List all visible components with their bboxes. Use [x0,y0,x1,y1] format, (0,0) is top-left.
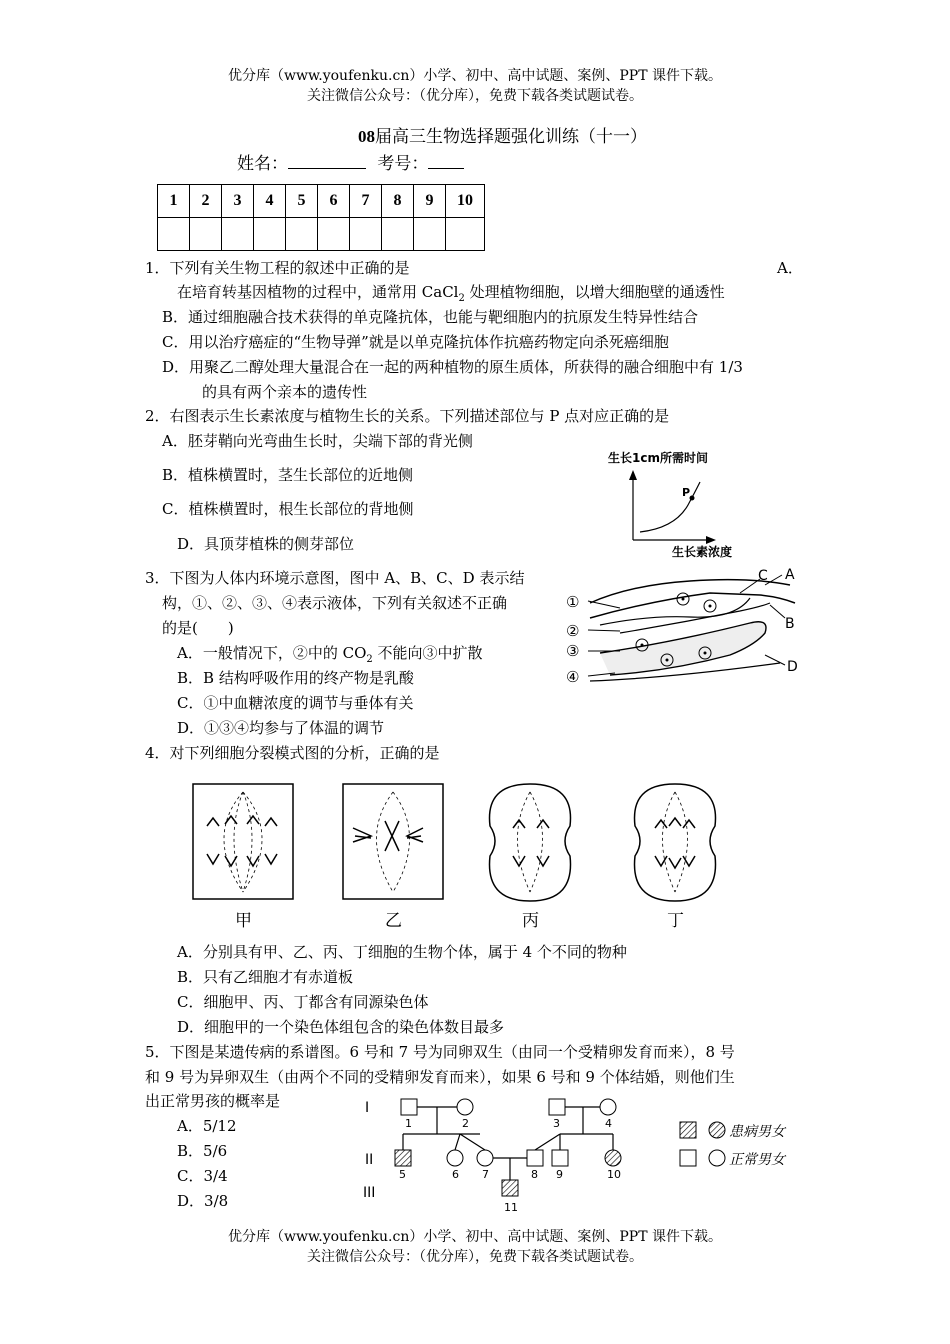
individual-1-male [401,1099,417,1115]
q4-stem: 4．对下列细胞分裂模式图的分析，正确的是 [145,744,440,762]
answer-num: 2 [190,185,222,218]
tissue-cell-nucleus [704,652,707,655]
id-5: 5 [399,1168,406,1181]
individual-4-female [600,1099,616,1115]
label-structure-a: A [785,567,795,583]
cell-jia-spindle [224,792,262,892]
legend-normal-label: 正常男女 [729,1152,785,1168]
id-blank[interactable] [428,152,464,169]
q2-option-a: A．胚芽鞘向光弯曲生长时，尖端下部的背光侧 [162,432,473,450]
answer-num: 8 [382,185,414,218]
q1-option-d-cont: 的具有两个亲本的遗传性 [202,383,368,401]
q3-a-pre: A．一般情况下，②中的 CO [177,644,367,662]
answer-table-header-row [158,185,485,218]
graph-point-p [690,496,695,501]
q3-option-b: B．B 结构呼吸作用的终产物是乳酸 [177,669,414,687]
answer-cell[interactable] [158,218,190,251]
answer-cell[interactable] [318,218,350,251]
pedigree-lines-right [535,1107,613,1150]
label-structure-c: C [758,568,768,584]
answer-num: 10 [446,185,485,218]
generation-3: III [363,1185,376,1201]
header-line-1: 优分库（www.youfenku.cn）小学、初中、高中试题、案例、PPT 课件下载。 [227,68,722,84]
generation-2: II [365,1152,374,1168]
title-year: 08 [358,127,375,146]
q4-option-d: D．细胞甲的一个染色体组包含的染色体数目最多 [177,1018,505,1036]
q5-pedigree [355,1092,815,1217]
cell-jia-chromosomes-bottom [207,854,277,866]
name-blank[interactable] [288,152,366,169]
q3-a-sub: 2 [366,654,373,665]
cell-yi-wall [343,784,443,899]
q1-a-sub: 2 [458,293,465,304]
answer-cell[interactable] [414,218,446,251]
student-info [237,152,464,175]
answer-cell[interactable] [254,218,286,251]
answer-table [157,184,485,251]
legend-affected-male-icon [680,1122,696,1138]
id-9: 9 [556,1168,563,1181]
id-1: 1 [405,1117,412,1130]
capillary-wall [600,598,750,625]
answer-cell[interactable] [350,218,382,251]
answer-num: 4 [254,185,286,218]
q4-option-c: C．细胞甲、丙、丁都含有同源染色体 [177,993,429,1011]
individual-8-male [527,1150,543,1166]
cell-bing-wall [490,784,571,901]
answer-cell[interactable] [286,218,318,251]
q4-option-a: A．分别具有甲、乙、丙、丁细胞的生物个体，属于 4 个不同的物种 [177,943,627,961]
tissue-cell-d [600,622,766,675]
answer-num: 9 [414,185,446,218]
graph-y-label: 生长1cm所需时间 [608,451,708,465]
cell-yi-chromosomes [353,821,423,851]
cell-ding-spindle [663,792,688,892]
q3-stem-3: 的是( ) [162,619,234,637]
individual-7-female [477,1150,493,1166]
q5-option-a: A．5/12 [177,1117,237,1135]
q3-a-post: 不能向③中扩散 [372,644,483,662]
q5-stem-3: 出正常男孩的概率是 [145,1092,281,1110]
cell-yi [343,784,443,899]
q3-tissue-diagram [560,563,810,693]
generation-1: I [365,1100,370,1116]
q1-a-post: 处理植物细胞，以增大细胞壁的通透性 [464,283,725,301]
label-line-1 [588,601,620,608]
answer-num: 1 [158,185,190,218]
id-3: 3 [553,1117,560,1130]
cell-bing-spindle [518,792,543,892]
answer-cell[interactable] [382,218,414,251]
q5-stem-1: 5．下图是某遗传病的系谱图。6 号和 7 号为同卵双生（由同一个受精卵发育而来），8 号 [145,1043,735,1061]
individual-9-male [552,1150,568,1166]
q5-option-c: C．3/4 [177,1167,228,1185]
q2-option-b: B．植株横置时，茎生长部位的近地侧 [162,466,414,484]
individual-6-female [447,1150,463,1166]
label-fluid-4: ④ [566,668,580,686]
cell-label-bing: 丙 [522,911,539,931]
label-structure-b: B [785,616,795,632]
answer-table-blank-row [158,218,485,251]
q5-stem-2: 和 9 号为异卵双生（由两个不同的受精卵发育而来），如果 6 号和 9 个体结婚，则他们生 [145,1068,735,1086]
q5-option-b: B．5/6 [177,1142,228,1160]
individual-11-affected-male [502,1180,518,1196]
page-title [358,126,647,148]
q1-a-pre: 在培育转基因植物的过程中，通常用 CaCl [177,283,459,301]
id-8: 8 [531,1168,538,1181]
cell-label-yi: 乙 [385,911,402,931]
graph-curve [640,482,700,532]
cell-jia-chromosomes-top [207,816,277,826]
id-label: 考号： [377,154,429,174]
individual-3-male [549,1099,565,1115]
footer-line-2: 关注微信公众号：（优分库），免费下载各类试题试卷。 [307,1249,643,1265]
graph-point-label: P [682,486,691,499]
label-structure-d: D [787,659,798,675]
label-fluid-2: ② [566,622,580,640]
q1-option-b: B．通过细胞融合技术获得的单克隆抗体，也能与靶细胞内的抗原发生特异性结合 [162,308,699,326]
q3-option-c: C．①中血糖浓度的调节与垂体有关 [177,694,414,712]
individual-2-female [457,1099,473,1115]
graph-y-arrow [629,470,637,480]
individual-10-affected-female [605,1150,621,1166]
q1-option-d: D．用聚乙二醇处理大量混合在一起的两种植物的原生质体，所获得的融合细胞中有 1/3 [162,358,743,376]
q2-growth-graph [600,440,770,565]
answer-cell[interactable] [446,218,485,251]
answer-cell[interactable] [190,218,222,251]
cell-jia [193,784,293,899]
cell-ding-wall [635,784,716,901]
id-10: 10 [607,1168,621,1181]
q1-stem: 1．下列有关生物工程的叙述中正确的是 [145,259,410,277]
cell-bing [490,784,571,901]
q2-option-d: D．具顶芽植株的侧芽部位 [177,535,355,553]
title-text: 届高三生物选择题强化训练（十一） [375,127,647,147]
header-line-2: 关注微信公众号：（优分库），免费下载各类试题试卷。 [307,88,643,104]
q2-stem: 2．右图表示生长素浓度与植物生长的关系。下列描述部位与 P 点对应正确的是 [145,407,670,425]
graph-x-arrow [706,536,716,544]
legend-affected-female-icon [709,1122,725,1138]
q1-option-c: C．用以治疗癌症的“生物导弹”就是以单克隆抗体作抗癌药物定向杀死癌细胞 [162,333,669,351]
answer-cell[interactable] [222,218,254,251]
label-line-c [740,579,760,593]
blood-cell-nucleus [709,605,712,608]
cell-ding [635,784,716,901]
q3-stem-1: 3．下图为人体内环境示意图，图中 A、B、C、D 表示结 [145,569,525,587]
id-11: 11 [504,1201,518,1214]
label-line-2 [588,630,620,631]
tissue-cell-nucleus [666,659,669,662]
id-4: 4 [605,1117,612,1130]
id-7: 7 [482,1168,489,1181]
individual-5-affected-male [395,1150,411,1166]
cell-label-jia: 甲 [235,911,252,931]
q4-cell-diagrams [185,776,745,936]
tissue-cell-nucleus [641,644,644,647]
pedigree-lines-marriage [493,1158,527,1180]
label-line-b [770,605,785,618]
legend-normal-female-icon [709,1150,725,1166]
answer-num: 7 [350,185,382,218]
answer-num: 5 [286,185,318,218]
blood-cell-nucleus [682,598,685,601]
q2-option-c: C．植株横置时，根生长部位的背地侧 [162,500,414,518]
q5-option-d: D．3/8 [177,1192,229,1210]
cell-ding-chromosomes [655,818,695,868]
cell-jia-wall [193,784,293,899]
id-2: 2 [462,1117,469,1130]
label-fluid-1: ① [566,593,580,611]
cell-yi-spindle [377,792,410,892]
q1-option-a-label: A． [777,259,803,277]
graph-x-label: 生长素浓度 [672,545,733,559]
answer-num: 3 [222,185,254,218]
footer-line-1: 优分库（www.youfenku.cn）小学、初中、高中试题、案例、PPT 课件下载。 [227,1229,722,1245]
legend-normal-male-icon [680,1150,696,1166]
q3-stem-2: 构，①、②、③、④表示液体，下列有关叙述不正确 [162,594,508,612]
answer-num: 6 [318,185,350,218]
q4-option-b: B．只有乙细胞才有赤道板 [177,968,354,986]
name-label: 姓名： [237,154,288,174]
id-6: 6 [452,1168,459,1181]
q3-option-d: D．①③④均参与了体温的调节 [177,719,385,737]
label-fluid-3: ③ [566,642,580,660]
legend-affected-label: 患病男女 [729,1124,785,1140]
cell-label-ding: 丁 [667,911,684,931]
